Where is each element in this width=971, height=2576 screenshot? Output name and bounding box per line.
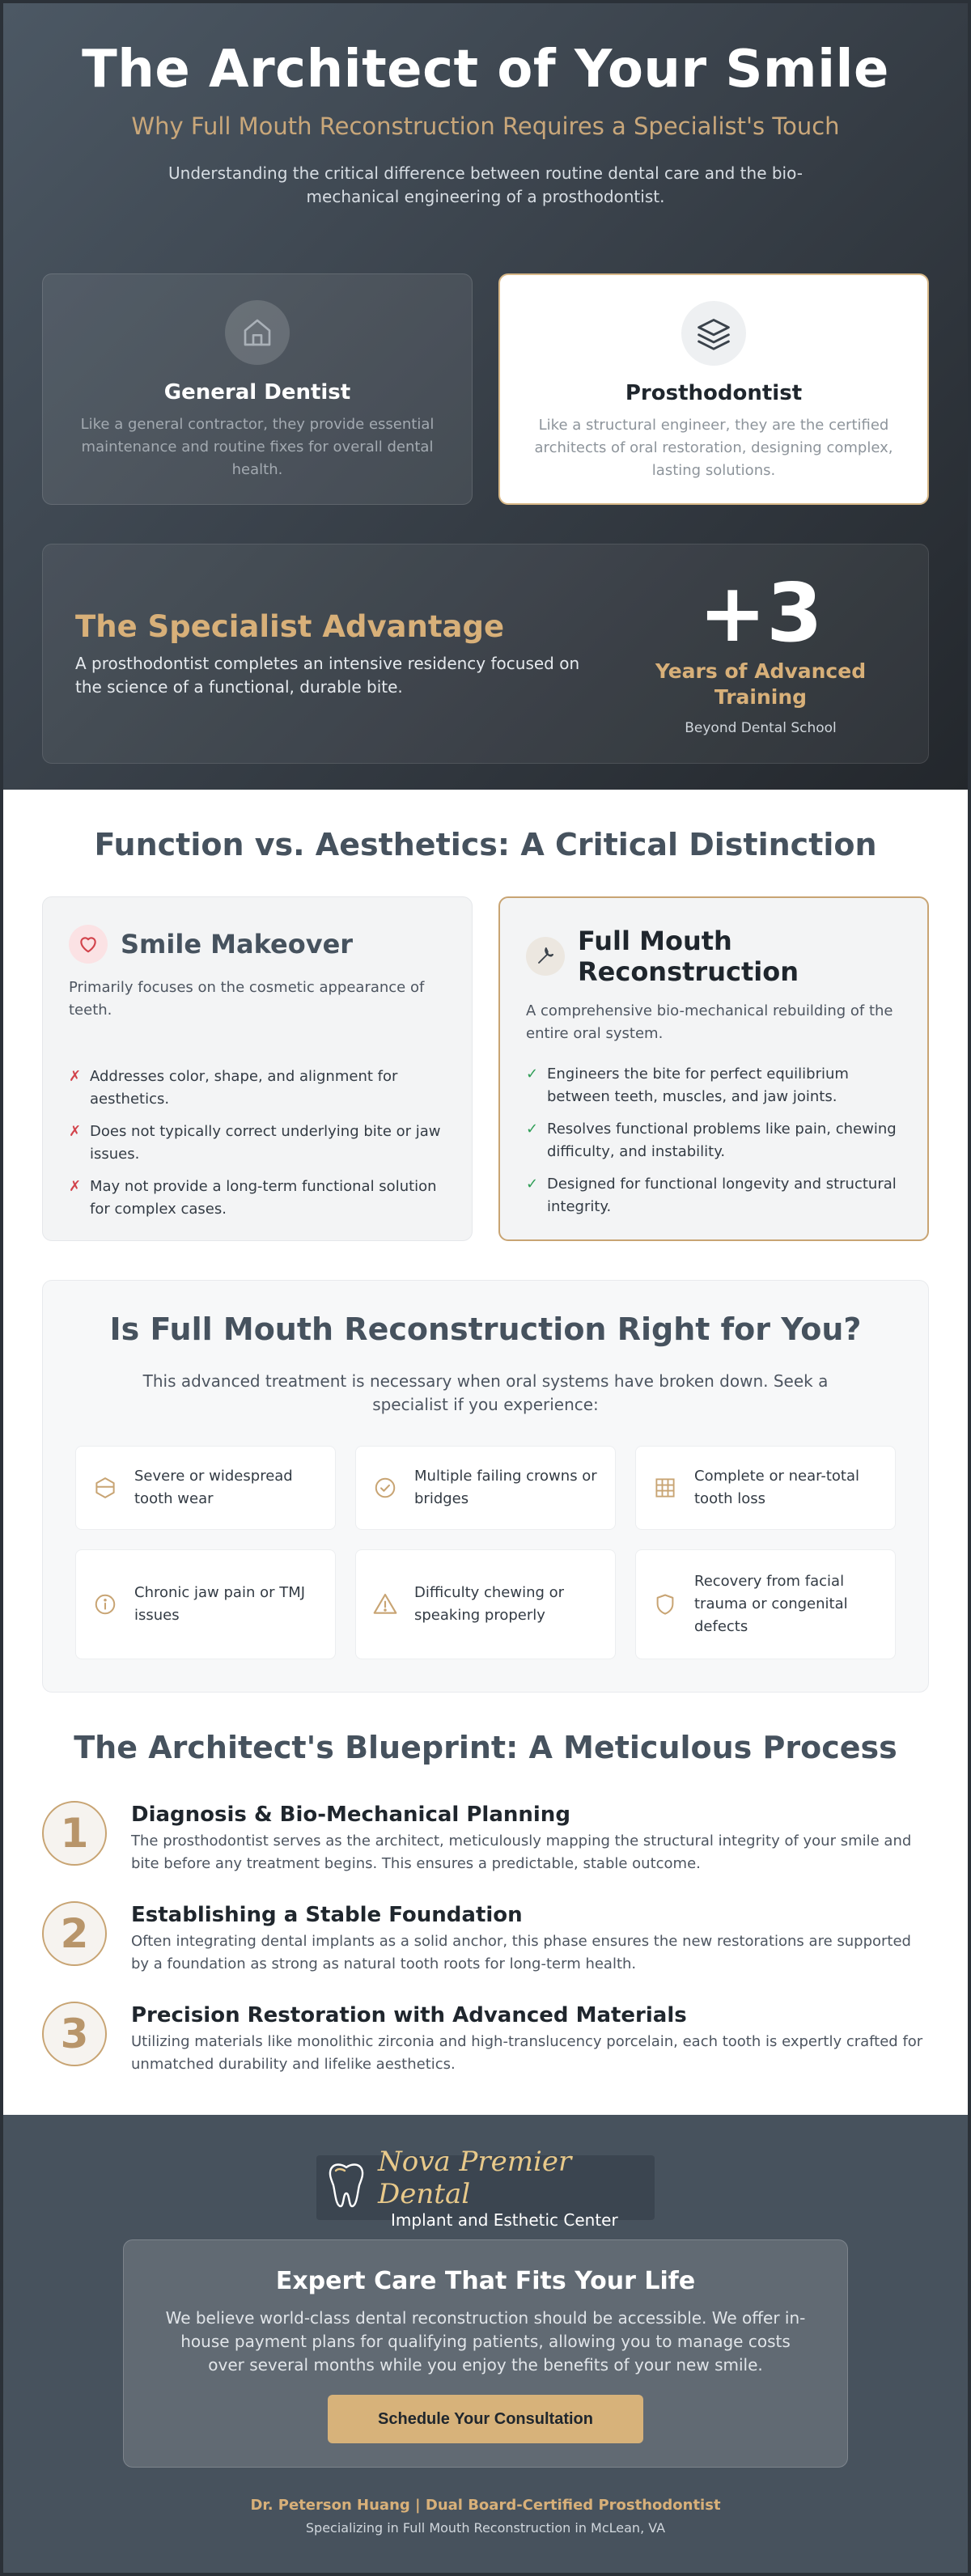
symptom-item: Chronic jaw pain or TMJ issues <box>75 1549 336 1659</box>
x-mark-icon: ✗ <box>69 1068 82 1085</box>
list-item: ✓ Designed for functional longevity and structural integrity. <box>526 1173 901 1218</box>
doctor-credit: Dr. Peterson Huang | Dual Board-Certified Prosthodontist <box>250 2497 721 2514</box>
hero-title: The Architect of Your Smile <box>82 40 889 100</box>
schedule-consultation-button[interactable]: Schedule Your Consultation <box>328 2395 643 2443</box>
smile-makeover-description: Primarily focuses on the cosmetic appearance of teeth. <box>69 979 425 1019</box>
process-step <box>42 1801 929 1901</box>
list-item: ✓ Resolves functional problems like pain, chewing difficulty, and instability. <box>526 1118 901 1163</box>
care-description: We believe world-class dental reconstruction should be accessible. We offer in-house payment plans for qualifying patients, allowing you to manage costs over several months while you enjoy the benefits of your new smile. <box>165 2308 806 2375</box>
hexagon-icon <box>92 1475 118 1501</box>
check-circle-icon <box>372 1475 398 1501</box>
advantage-stat: +3 <box>698 566 823 660</box>
care-title: Expert Care That Fits Your Life <box>275 2267 696 2295</box>
general-dentist-card <box>42 273 473 505</box>
symptom-grid <box>75 1446 896 1659</box>
specialist-advantage-panel <box>42 544 929 764</box>
footer-section <box>3 2115 968 2573</box>
symptom-item: Recovery from facial trauma or congenital defects <box>635 1549 896 1659</box>
step-number-badge: 2 <box>42 1901 107 1966</box>
check-icon: ✓ <box>526 1066 539 1083</box>
payment-plan-panel <box>123 2239 848 2468</box>
list-item: ✓ Engineers the bite for perfect equilibrium between teeth, muscles, and jaw joints. <box>526 1063 901 1108</box>
candidacy-intro: This advanced treatment is necessary when oral systems have broken down. Seek a specialist if you experience: <box>142 1371 829 1414</box>
symptom-item: Difficulty chewing or speaking properly <box>355 1549 616 1659</box>
smile-makeover-card <box>42 896 473 1241</box>
wrench-icon <box>526 937 565 976</box>
reconstruction-description: A comprehensive bio-mechanical rebuilding of the entire oral system. <box>526 1002 893 1042</box>
general-dentist-description: Like a general contractor, they provide essential maintenance and routine fixes for overall dental health. <box>80 416 435 478</box>
house-icon <box>225 300 290 365</box>
doctor-specialty: Specializing in Full Mouth Reconstruction in McLean, VA <box>305 2520 666 2536</box>
smile-makeover-points <box>69 1066 446 1221</box>
smile-makeover-title: Smile Makeover <box>121 929 354 960</box>
prosthodontist-card <box>498 273 929 505</box>
candidacy-panel <box>42 1280 929 1693</box>
tooth-logo-icon <box>324 2161 368 2214</box>
step-title: Diagnosis & Bio-Mechanical Planning <box>131 1803 570 1827</box>
shield-icon <box>652 1591 678 1617</box>
info-circle-icon <box>92 1591 118 1617</box>
hero-section <box>3 3 968 790</box>
process-step <box>42 2002 929 2102</box>
step-description: Utilizing materials like monolithic zirconia and high-translucency porcelain, each tooth is expertly crafted for unmatched durability and lifelike aesthetics. <box>131 2033 923 2073</box>
prosthodontist-title: Prosthodontist <box>625 381 803 405</box>
process-steps <box>42 1801 929 2102</box>
warning-triangle-icon <box>372 1591 398 1617</box>
distinction-section <box>3 825 968 2102</box>
advantage-description: A prosthodontist completes an intensive residency focused on the science of a functional, durable bite. <box>75 654 580 697</box>
step-number-badge: 1 <box>42 1801 107 1866</box>
logo-tagline: Implant and Esthetic Center <box>391 2210 618 2230</box>
list-item: ✗ Does not typically correct underlying bite or jaw issues. <box>69 1121 446 1166</box>
prosthodontist-description: Like a structural engineer, they are the certified architects of oral restoration, designing complex, lasting solutions. <box>534 417 893 479</box>
candidacy-title: Is Full Mouth Reconstruction Right for You? <box>109 1311 862 1347</box>
x-mark-icon: ✗ <box>69 1123 82 1140</box>
role-comparison <box>42 273 929 505</box>
full-mouth-reconstruction-card <box>498 896 929 1241</box>
step-title: Precision Restoration with Advanced Materials <box>131 2003 687 2027</box>
blueprint-title: The Architect's Blueprint: A Meticulous Process <box>74 1730 897 1765</box>
reconstruction-points <box>526 1063 901 1218</box>
reconstruction-title: Full Mouth Reconstruction <box>578 926 799 987</box>
advantage-stat-label: Years of Advanced Training <box>655 659 867 709</box>
grid-icon <box>652 1475 678 1501</box>
list-item: ✗ Addresses color, shape, and alignment for aesthetics. <box>69 1066 446 1111</box>
step-number-badge: 3 <box>42 2002 107 2066</box>
logo-name: Nova Premier Dental <box>378 2146 572 2210</box>
hero-intro: Understanding the critical difference between routine dental care and the bio-mechanical engineering of a prosthodontist. <box>168 163 803 206</box>
list-item: ✗ May not provide a long-term functional solution for complex cases. <box>69 1176 446 1221</box>
check-icon: ✓ <box>526 1176 539 1193</box>
hero-subtitle: Why Full Mouth Reconstruction Requires a Specialist's Touch <box>131 112 840 140</box>
step-description: The prosthodontist serves as the architect, meticulously mapping the structural integrity of your smile and bite before any treatment begins. This ensures a predictable, stable outcome. <box>131 1832 912 1872</box>
general-dentist-title: General Dentist <box>163 380 351 405</box>
step-title: Establishing a Stable Foundation <box>131 1903 523 1927</box>
advantage-title: The Specialist Advantage <box>75 609 505 644</box>
brand-logo <box>316 2146 655 2230</box>
layers-icon <box>681 301 746 366</box>
advantage-stat-sub: Beyond Dental School <box>685 720 837 736</box>
symptom-item: Multiple failing crowns or bridges <box>355 1446 616 1530</box>
symptom-item: Severe or widespread tooth wear <box>75 1446 336 1530</box>
check-icon: ✓ <box>526 1121 539 1138</box>
step-description: Often integrating dental implants as a solid anchor, this phase ensures the new restorations are supported by a foundation as strong as natural tooth roots for long-term health. <box>131 1933 911 1972</box>
heart-icon <box>69 925 108 964</box>
x-mark-icon: ✗ <box>69 1178 82 1195</box>
process-step <box>42 1901 929 2002</box>
distinction-title: Function vs. Aesthetics: A Critical Distinction <box>94 827 877 862</box>
symptom-item: Complete or near-total tooth loss <box>635 1446 896 1530</box>
